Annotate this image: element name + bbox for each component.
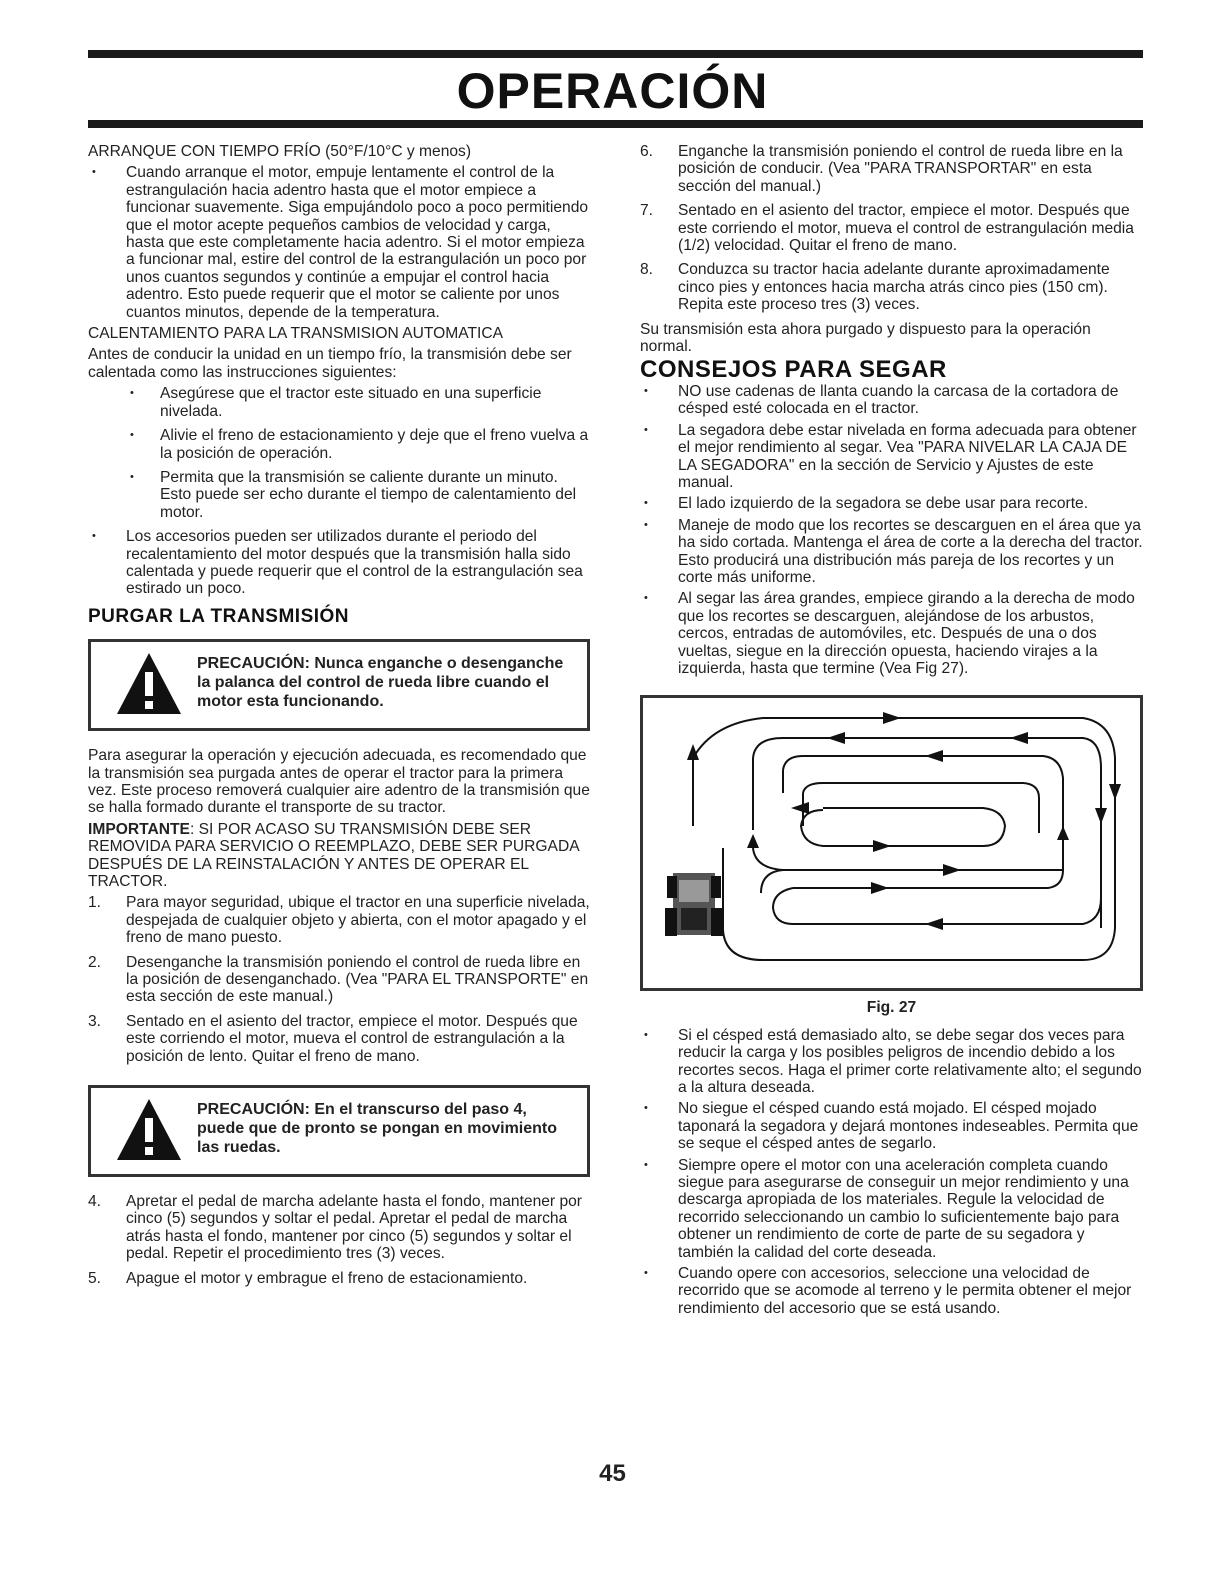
step-text: Sentado en el asiento del tractor, empiece el motor. Después que este corriendo el motor, mueva el control de estrangulación a la posición de lento. Quitar el freno de mano. (126, 1012, 578, 1065)
arrow-left-icon (827, 732, 845, 744)
step-item (88, 894, 590, 946)
step-text: Apretar el pedal de marcha adelante hasta el fondo, mantener por cinco (5) segundos y soltar el pedal. Apretar el pedal de marcha atrás hasta el fondo, mantener por cinco (5) segundos y soltar el pedal. Repetir el procedimiento tres (3) veces. (126, 1193, 582, 1263)
step-item (88, 1013, 590, 1065)
purge-heading: PURGAR LA TRANSMISIÓN (88, 605, 350, 627)
arrow-left-icon (925, 750, 943, 762)
tip-bullet: • NO use cadenas de llanta cuando la carcasa de la cortadora de césped esté colocada en el tractor. (640, 383, 1143, 418)
mowing-tips-heading: CONSEJOS PARA SEGAR (640, 356, 947, 384)
tip-bullet: • La segadora debe estar nivelada en forma adecuada para obtener el mejor rendimiento al segar. Vea "PARA NIVELAR LA CAJA DE LA SEGADORA" en la sección de Servicio y Ajustes de este manual. (640, 422, 1143, 492)
arrow-left-icon (791, 802, 809, 814)
mowing-pattern-figure (640, 695, 1143, 991)
accessories-bullet: • Los accesorios pueden ser utilizados durante el periodo del recalentamiento del motor después que la transmisión halla sido calentada y puede requerir que el control de la estrangulación sea estirado un poco. (88, 528, 590, 598)
warmup-subbullet: • Alivie el freno de estacionamiento y deje que el freno vuelva a la posición de operación. (88, 427, 590, 462)
page-number: 45 (599, 1460, 626, 1487)
warning-box-2 (88, 1085, 590, 1177)
arrow-up-icon (1057, 826, 1069, 840)
step-number: 7. (640, 202, 654, 220)
important-label: IMPORTANTE (88, 820, 190, 838)
tip-bullet: • El lado izquierdo de la segadora se debe usar para recorte. (640, 495, 1143, 512)
tip-bullet: • Si el césped está demasiado alto, se debe segar dos veces para reducir la carga y los posibles peligros de incendio debido a los recortes secos. Haga el primer corte relativamente alto; el segundo a la altura deseada. (640, 1027, 1143, 1097)
step-text: Conduzca su tractor hacia adelante durante aproximadamente cinco pies y entonces hacia marcha atrás cinco pies (150 cm). Repita este proceso tres (3) veces. (678, 261, 1110, 314)
warning-text-1: PRECAUCIÓN: Nunca enganche o desenganche la palanca del control de rueda libre cuando el motor esta funcionando. (197, 655, 564, 711)
important-note (88, 821, 590, 891)
warning-triangle-icon (115, 1096, 183, 1164)
step-text: Apague el motor y embrague el freno de estacionamiento. (126, 1269, 528, 1287)
step-number: 6. (640, 143, 654, 160)
step-item (640, 143, 1143, 195)
step-text: Desenganche la transmisión poniendo el control de rueda libre en la posición de desenganchado. (Vea "PARA EL TRANSPORTE" en esta sección de este manual.) (126, 953, 589, 1006)
arrow-down-icon (1109, 784, 1121, 800)
step-item (88, 1270, 590, 1287)
warning-text-2: PRECAUCIÓN: En el transcurso del paso 4, puede que de pronto se pongan en movimiento las ruedas. (197, 1101, 558, 1157)
warning-box-1 (88, 639, 590, 731)
arrow-left-icon (925, 918, 943, 930)
tip-bullet: • Cuando opere con accesorios, seleccione una velocidad de recorrido que se acomode al terreno y le permita obtener el mejor rendimiento del accesorio que se está usando. (640, 1265, 1143, 1317)
tip-bullet: • Al segar las área grandes, empiece girando a la derecha de modo que los recortes se descarguen, alejándose de los arbustos, cercos, entradas de automóviles, etc. Después de una o dos vueltas, siegue en la dirección opuesta, haciendo virajes a la izquierda, hasta que termine (Vea Fig 27). (640, 590, 1143, 677)
header-rule-bottom (88, 120, 1143, 128)
step-number: 1. (88, 894, 102, 912)
important-text: : SI POR ACASO SU TRANSMISIÓN DEBE SER REMOVIDA PARA SERVICIO O REEMPLAZO, DEBE SER PURGADA DESPUÉS DE LA REINSTALACIÓN Y ANTES DE OPERAR EL TRACTOR. (88, 820, 579, 890)
arrow-down-icon (1095, 808, 1107, 824)
arrow-right-icon (943, 864, 961, 876)
step-number: 8. (640, 261, 654, 279)
arrow-right-icon (871, 882, 889, 894)
arrow-right-icon (883, 712, 901, 724)
header-rule-top (88, 50, 1143, 58)
warmup-subbullet: • Permita que la transmisión se caliente durante un minuto. Esto puede ser echo durante el tiempo de calentamiento del motor. (88, 469, 590, 521)
step-text: Sentado en el asiento del tractor, empiece el motor. Después que este corriendo el motor, mueva el control de estrangulación media (1/2) velocidad. Quitar el freno de mano. (678, 202, 1134, 255)
step-number: 3. (88, 1012, 102, 1030)
purge-intro: Para asegurar la operación y ejecución adecuada, es recomendado que la transmisión sea purgada antes de operar el tractor para la primera vez. Este proceso removerá cualquier aire adentro de la transmisión que se halla formado durante el transporte de su tractor. (88, 747, 590, 817)
step-item (640, 261, 1143, 313)
arrow-left-icon (1010, 732, 1028, 744)
right-column (640, 143, 1143, 1321)
step-number: 2. (88, 953, 102, 971)
warning-triangle-icon (115, 650, 183, 718)
step-text: Enganche la transmisión poniendo el control de rueda libre en la posición de conducir. (Vea "PARA TRANSPORTAR" en esta sección del manual.) (678, 143, 1123, 195)
tip-bullet: • Maneje de modo que los recortes se descarguen en el área que ya ha sido cortada. Mantenga el área de corte a la derecha del tractor. Esto producirá una distribución más pareja de los recortes y un corte más uniforme. (640, 517, 1143, 587)
arrow-right-icon (873, 840, 891, 852)
warmup-intro: Antes de conducir la unidad en un tiempo frío, la transmisión debe ser calentada como las instrucciones siguientes: (88, 346, 572, 381)
tractor-icon (665, 873, 723, 936)
warmup-heading: CALENTAMIENTO PARA LA TRANSMISION AUTOMATICA (88, 325, 504, 343)
tip-bullet: • Siempre opere el motor con una aceleración completa cuando siegue para asegurarse de conseguir un mejor rendimiento y una descarga apropiada de los materiales. Regule la velocidad de recorrido seleccionando un cambio lo suficientemente bajo para obtener un rendimiento de corte de parte de su segadora y también la calidad del corte deseada. (640, 1157, 1143, 1261)
tip-bullet: • No siegue el césped cuando está mojado. El césped mojado taponará la segadora y dejará montones indeseables. Permita que se seque el césped antes de segarlo. (640, 1100, 1143, 1152)
left-column (88, 143, 590, 1294)
step-number: 5. (88, 1269, 102, 1287)
cold-start-heading: ARRANQUE CON TIEMPO FRÍO (50°F/10°C y menos) (88, 143, 472, 160)
page-title: OPERACIÓN (456, 63, 769, 119)
step-item (640, 202, 1143, 254)
step-number: 4. (88, 1193, 102, 1211)
arrow-up-icon (747, 834, 759, 848)
purged-note: Su transmisión esta ahora purgado y dispuesto para la operación normal. (640, 320, 1091, 356)
warmup-subbullet: • Asegúrese que el tractor este situado en una superficie nivelada. (88, 385, 590, 420)
cold-start-bullet: • Cuando arranque el motor, empuje lentamente el control de la estrangulación hacia adentro hasta que el motor empiece a funcionar suavemente. Siga empujándolo poco a poco permitiendo que el motor acepte pequeños cambios de velocidad y carga, hasta que este completamente hacia adentro. Si el motor empieza a funcionar mal, estire del control de la estrangulación un poco por unos cuantos segundos y continúe a empujar el control hacia adentro. Esto puede requerir que el motor se caliente por unos cuantos minutos, depende de la temperatura. (88, 164, 590, 321)
figure-caption: Fig. 27 (866, 999, 917, 1017)
step-text: Para mayor seguridad, ubique el tractor en una superficie nivelada, despejada de cualquier objeto y abierta, con el motor apagado y el freno de mano puesto. (126, 894, 590, 947)
step-item (88, 1193, 590, 1263)
step-item (88, 954, 590, 1006)
mowing-pattern-diagram (643, 698, 1140, 982)
